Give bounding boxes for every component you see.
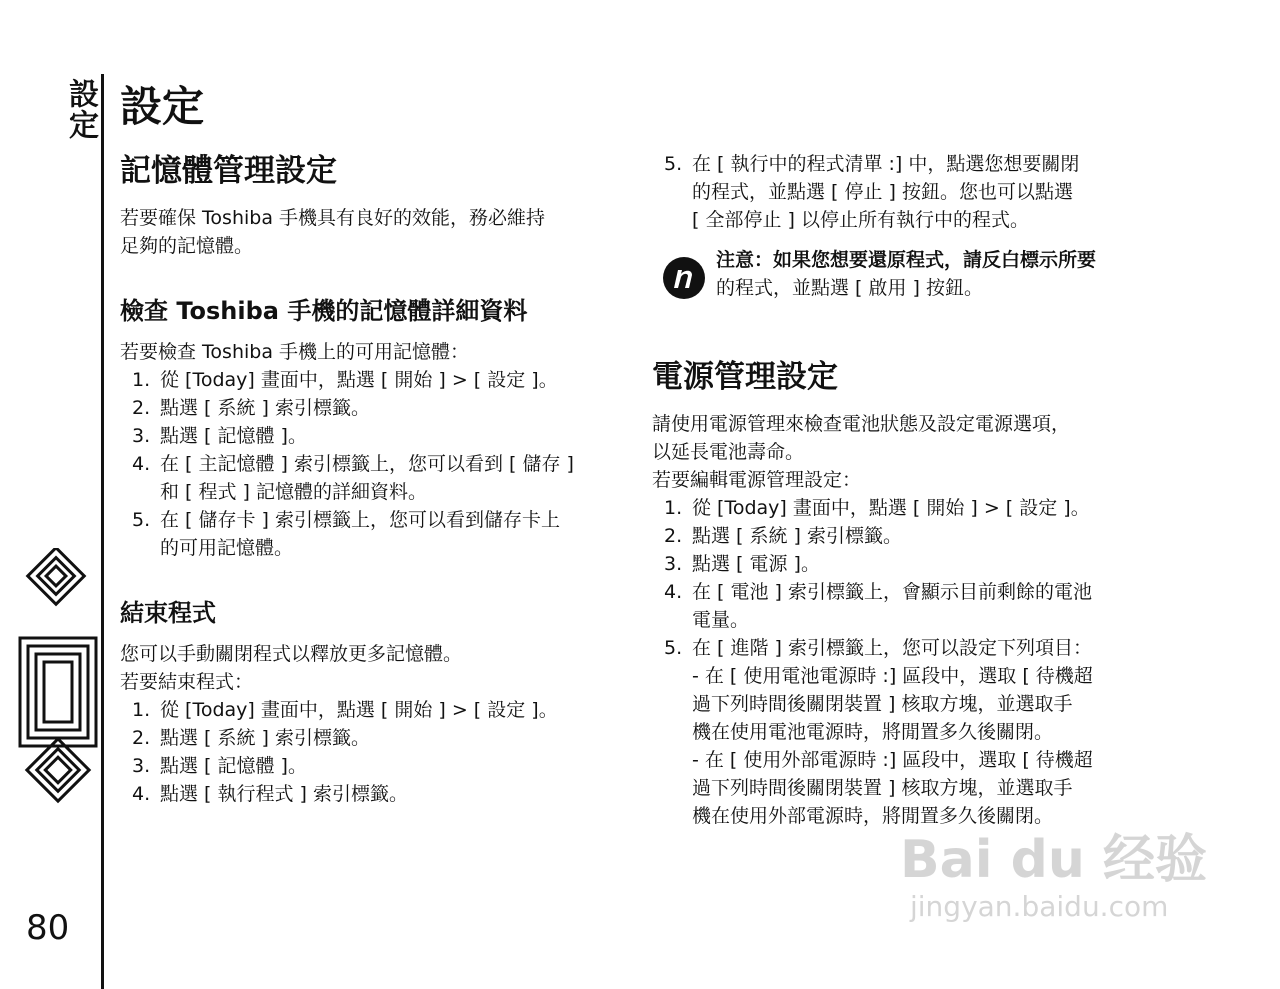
memory-intro-line: 足夠的記憶體。 — [120, 235, 254, 257]
list-item: 5. 在 [ 儲存卡 ] 索引標籤上，您可以看到儲存卡上 的可用記憶體。 — [132, 509, 560, 559]
list-item: 5. 在 [ 執行中的程式清單 :] 中，點選您想要關閉 的程式，並點選 [ 停止 ] 按鈕。您也可以點選 [ 全部停止 ] 以停止所有執行中的程式。 — [664, 153, 1080, 231]
power-intro-line: 以延長電池壽命。 — [652, 441, 805, 463]
memory-intro-line: 若要確保 Toshiba 手機具有良好的效能，務必維持 — [120, 207, 546, 229]
note-icon — [662, 256, 706, 300]
right-column — [652, 150, 1182, 830]
end-steps — [120, 696, 640, 808]
decorative-pattern — [14, 548, 100, 810]
list-item: 4. 在 [ 電池 ] 索引標籤上，會顯示目前剩餘的電池 電量。 — [664, 581, 1092, 631]
vertical-rule — [101, 74, 104, 989]
list-item: 4. 點選 [ 執行程式 ] 索引標籤。 — [132, 783, 408, 805]
list-item: 3. 點選 [ 記憶體 ]。 — [132, 425, 307, 447]
power-steps — [652, 494, 1182, 830]
watermark-url: jingyan.baidu.com — [910, 890, 1169, 923]
list-item: 1. 從 [Today] 畫面中，點選 [ 開始 ] > [ 設定 ]。 — [132, 369, 558, 391]
list-item: 1. 從 [Today] 畫面中，點選 [ 開始 ] > [ 設定 ]。 — [664, 497, 1090, 519]
check-heading: 檢查 Toshiba 手機的記憶體詳細資料 — [120, 297, 528, 325]
check-steps — [120, 366, 640, 562]
end-intro-line: 若要結束程式： — [120, 671, 254, 693]
list-item: 2. 點選 [ 系統 ] 索引標籤。 — [664, 525, 902, 547]
end-steps-continued — [652, 150, 1182, 234]
list-item: 5. 在 [ 進階 ] 索引標籤上，您可以設定下列項目： - 在 [ 使用電池電源時 :] 區段中，選取 [ 待機超 過下列時間後關閉裝置 ] 核取方塊，並選取手 機在使用電池電源時，將閒置多久後關閉。 - 在 [ 使用外部電源時 :] 區段中，選取 [ 待機超 過下列時間後關閉裝置 ] 核取方塊，並選取手 機在使用外部電源時，將閒置多久後關閉。 — [664, 637, 1093, 827]
note-text-line: 的程式，並點選 [ 啟用 ] 按鈕。 — [716, 277, 983, 299]
check-intro: 若要檢查 Toshiba 手機上的可用記憶體： — [120, 341, 470, 363]
end-intro-line: 您可以手動關閉程式以釋放更多記憶體。 — [120, 643, 463, 665]
list-item: 1. 從 [Today] 畫面中，點選 [ 開始 ] > [ 設定 ]。 — [132, 699, 558, 721]
note-text-line: 注意：如果您想要還原程式，請反白標示所要 — [716, 249, 1097, 271]
note-box — [652, 246, 1182, 302]
end-heading: 結束程式 — [120, 599, 216, 627]
list-item: 2. 點選 [ 系統 ] 索引標籤。 — [132, 727, 370, 749]
power-intro-line: 請使用電源管理來檢查電池狀態及設定電源選項， — [652, 413, 1071, 435]
power-heading: 電源管理設定 — [652, 359, 838, 395]
list-item: 4. 在 [ 主記憶體 ] 索引標籤上，您可以看到 [ 儲存 ] 和 [ 程式 ] 記憶體的詳細資料。 — [132, 453, 574, 503]
left-column — [120, 150, 640, 808]
page-title: 設定 — [120, 82, 205, 131]
power-intro-line: 若要編輯電源管理設定： — [652, 469, 862, 491]
watermark-brand: Bai du 经验 — [900, 830, 1207, 890]
list-item: 2. 點選 [ 系統 ] 索引標籤。 — [132, 397, 370, 419]
baidu-watermark — [900, 830, 1207, 923]
list-item: 3. 點選 [ 記憶體 ]。 — [132, 755, 307, 777]
memory-heading: 記憶體管理設定 — [120, 153, 337, 189]
section-side-tab: 設定 — [63, 78, 98, 140]
list-item: 3. 點選 [ 電源 ]。 — [664, 553, 820, 575]
page-number: 80 — [26, 908, 70, 948]
